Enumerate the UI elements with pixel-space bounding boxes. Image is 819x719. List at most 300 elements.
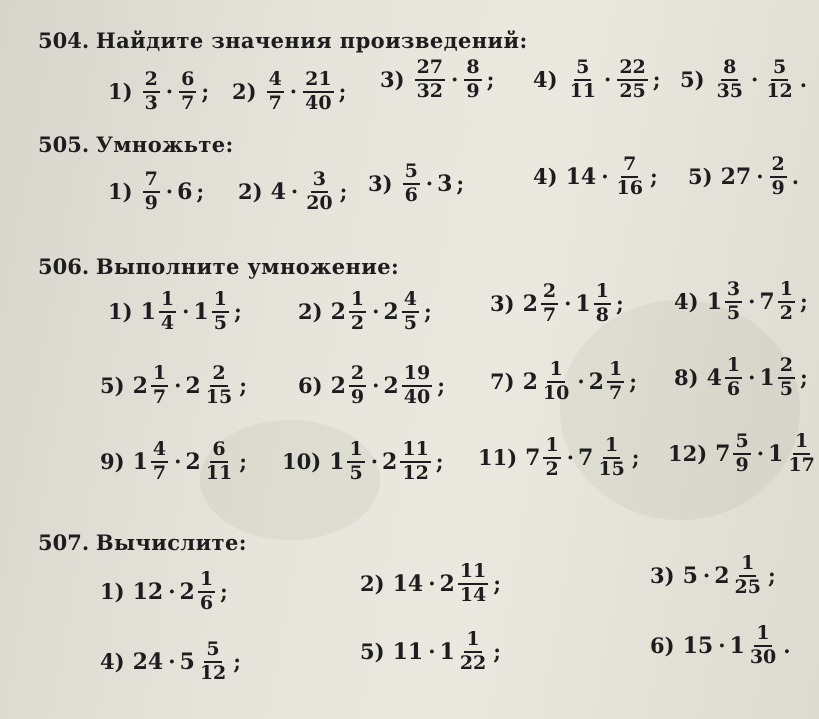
multiply-sign: · bbox=[702, 563, 711, 589]
item-label: 4) bbox=[674, 289, 699, 315]
punctuation: ; bbox=[629, 369, 637, 395]
exercise-item bbox=[100, 364, 247, 408]
fraction bbox=[464, 58, 481, 102]
punctuation: ; bbox=[456, 171, 465, 197]
fraction bbox=[347, 440, 364, 484]
numerator: 1 bbox=[793, 432, 810, 455]
exercise-item bbox=[668, 432, 819, 476]
fraction bbox=[402, 290, 419, 334]
denominator: 40 bbox=[403, 385, 431, 408]
exercise-item bbox=[533, 58, 661, 102]
fraction bbox=[778, 280, 795, 324]
item-label: 5) bbox=[100, 373, 125, 399]
fraction bbox=[733, 432, 750, 476]
numerator: 8 bbox=[464, 58, 481, 81]
whole-number: 4 bbox=[706, 364, 722, 391]
problem-title: Найдите значения произведений: bbox=[95, 28, 528, 53]
denominator: 12 bbox=[199, 661, 227, 684]
item-label: 11) bbox=[478, 445, 518, 471]
exercise-item bbox=[533, 155, 658, 199]
denominator: 7 bbox=[268, 91, 282, 114]
exercise-item bbox=[108, 70, 209, 114]
denominator: 32 bbox=[416, 79, 444, 102]
fraction bbox=[403, 162, 420, 206]
multiply-sign: · bbox=[564, 291, 572, 317]
multiply-sign: · bbox=[718, 633, 726, 659]
numerator: 1 bbox=[159, 290, 176, 313]
denominator: 12 bbox=[402, 461, 429, 484]
whole-number: 2 bbox=[185, 372, 201, 399]
numerator: 21 bbox=[303, 70, 333, 93]
denominator: 5 bbox=[213, 311, 227, 334]
punctuation: ; bbox=[233, 299, 242, 325]
item-label: 12) bbox=[668, 441, 708, 467]
denominator: 7 bbox=[608, 381, 623, 404]
multiply-sign: · bbox=[451, 67, 459, 93]
whole-number: 2 bbox=[522, 368, 538, 395]
punctuation: ; bbox=[493, 639, 502, 665]
numerator: 1 bbox=[151, 364, 168, 387]
item-label: 4) bbox=[100, 649, 125, 675]
item-label: 6) bbox=[650, 633, 675, 659]
denominator: 12 bbox=[766, 79, 793, 102]
whole-number: 3 bbox=[437, 170, 453, 197]
fraction bbox=[267, 70, 284, 114]
numerator: 6 bbox=[179, 70, 196, 93]
fraction bbox=[151, 364, 168, 408]
fraction bbox=[770, 155, 787, 199]
denominator: 2 bbox=[350, 311, 365, 334]
denominator: 7 bbox=[152, 385, 167, 408]
multiply-sign: · bbox=[165, 179, 174, 205]
multiply-sign: · bbox=[604, 67, 612, 93]
fraction bbox=[402, 364, 432, 408]
numerator: 1 bbox=[543, 436, 560, 459]
exercise-item bbox=[478, 436, 640, 480]
denominator: 40 bbox=[305, 91, 332, 114]
numerator: 11 bbox=[400, 440, 430, 463]
multiply-sign: · bbox=[577, 369, 585, 395]
exercise-item bbox=[490, 360, 637, 404]
whole-number: 1 bbox=[140, 298, 156, 325]
exercise-item bbox=[360, 562, 501, 606]
denominator: 10 bbox=[542, 381, 570, 404]
denominator: 15 bbox=[598, 457, 625, 480]
numerator: 4 bbox=[267, 70, 284, 93]
denominator: 7 bbox=[152, 461, 167, 484]
fraction bbox=[543, 436, 560, 480]
denominator: 14 bbox=[459, 583, 487, 606]
denominator: 15 bbox=[205, 385, 233, 408]
punctuation: ; bbox=[338, 79, 347, 105]
denominator: 9 bbox=[771, 176, 785, 199]
denominator: 20 bbox=[306, 191, 333, 214]
exercise-item bbox=[650, 554, 776, 598]
exercise-item bbox=[108, 170, 204, 214]
exercise-item bbox=[232, 70, 346, 114]
item-label: 2) bbox=[232, 79, 257, 105]
fraction bbox=[415, 58, 445, 102]
fraction bbox=[568, 58, 598, 102]
exercise-item bbox=[298, 290, 432, 334]
denominator: 9 bbox=[466, 79, 480, 102]
whole-number: 6 bbox=[177, 178, 193, 205]
whole-number: 2 bbox=[330, 372, 346, 399]
numerator: 1 bbox=[603, 436, 620, 459]
exercise-item bbox=[360, 630, 501, 674]
whole-number: 2 bbox=[383, 372, 399, 399]
fraction bbox=[143, 70, 160, 114]
fraction bbox=[541, 360, 571, 404]
whole-number: 27 bbox=[720, 163, 752, 190]
exercise-item bbox=[100, 570, 228, 614]
denominator: 9 bbox=[350, 385, 365, 408]
multiply-sign: · bbox=[289, 79, 298, 105]
fraction bbox=[198, 570, 215, 614]
problem-number: 506. bbox=[38, 254, 90, 279]
whole-number: 2 bbox=[522, 290, 538, 317]
numerator: 5 bbox=[403, 162, 420, 185]
whole-number: 1 bbox=[706, 288, 722, 315]
numerator: 1 bbox=[198, 570, 215, 593]
item-label: 3) bbox=[490, 291, 515, 317]
denominator: 6 bbox=[199, 591, 214, 614]
multiply-sign: · bbox=[428, 571, 436, 597]
punctuation: . bbox=[799, 67, 808, 93]
denominator: 25 bbox=[619, 79, 646, 102]
punctuation: ; bbox=[615, 291, 624, 317]
punctuation: . bbox=[783, 633, 791, 659]
numerator: 5 bbox=[771, 58, 788, 81]
punctuation: ; bbox=[201, 79, 210, 105]
punctuation: ; bbox=[652, 67, 661, 93]
paper-stain bbox=[560, 300, 800, 520]
fraction bbox=[541, 282, 558, 326]
problem-title: Выполните умножение: bbox=[95, 254, 400, 279]
whole-number: 1 bbox=[575, 290, 591, 317]
multiply-sign: · bbox=[756, 164, 764, 190]
denominator: 9 bbox=[735, 453, 749, 476]
item-label: 4) bbox=[533, 67, 558, 93]
problem-title: Вычислите: bbox=[95, 530, 247, 555]
whole-number: 2 bbox=[185, 448, 201, 475]
multiply-sign: · bbox=[165, 79, 174, 105]
denominator: 9 bbox=[144, 191, 158, 214]
item-label: 2) bbox=[238, 179, 263, 205]
denominator: 7 bbox=[542, 303, 557, 326]
punctuation: ; bbox=[437, 373, 445, 399]
multiply-sign: · bbox=[566, 445, 575, 471]
whole-number: 14 bbox=[565, 163, 597, 190]
item-label: 2) bbox=[298, 299, 323, 325]
fraction bbox=[715, 58, 745, 102]
punctuation: ; bbox=[493, 571, 502, 597]
numerator: 1 bbox=[607, 360, 624, 383]
item-label: 5) bbox=[360, 639, 385, 665]
numerator: 1 bbox=[464, 630, 481, 653]
denominator: 7 bbox=[181, 91, 195, 114]
exercise-item bbox=[380, 58, 494, 102]
whole-number: 2 bbox=[383, 298, 399, 325]
problem-number: 505. bbox=[38, 132, 90, 157]
denominator: 22 bbox=[459, 651, 487, 674]
punctuation: ; bbox=[435, 449, 444, 475]
multiply-sign: · bbox=[168, 579, 176, 605]
whole-number: 5 bbox=[682, 562, 698, 589]
denominator: 16 bbox=[616, 176, 643, 199]
numerator: 1 bbox=[754, 624, 771, 647]
numerator: 2 bbox=[210, 364, 227, 387]
item-label: 3) bbox=[368, 171, 393, 197]
problem-number: 504. bbox=[38, 28, 90, 53]
whole-number: 2 bbox=[382, 448, 398, 475]
fraction bbox=[725, 280, 742, 324]
numerator: 11 bbox=[458, 562, 488, 585]
numerator: 1 bbox=[212, 290, 229, 313]
exercise-item bbox=[490, 282, 624, 326]
whole-number: 24 bbox=[132, 648, 164, 675]
item-label: 1) bbox=[108, 179, 133, 205]
numerator: 2 bbox=[143, 70, 160, 93]
denominator: 35 bbox=[716, 79, 744, 102]
whole-number: 7 bbox=[759, 288, 775, 315]
item-label: 5) bbox=[680, 67, 705, 93]
numerator: 1 bbox=[778, 280, 795, 303]
fraction bbox=[204, 364, 234, 408]
multiply-sign: · bbox=[425, 171, 434, 197]
whole-number: 1 bbox=[439, 638, 455, 665]
whole-number: 1 bbox=[193, 298, 209, 325]
punctuation: ; bbox=[220, 579, 228, 605]
exercise-item bbox=[282, 440, 444, 484]
fraction bbox=[349, 364, 366, 408]
denominator: 3 bbox=[144, 91, 158, 114]
punctuation: ; bbox=[423, 299, 432, 325]
multiply-sign: · bbox=[370, 449, 379, 475]
numerator: 27 bbox=[415, 58, 445, 81]
punctuation: . bbox=[791, 164, 800, 190]
fraction bbox=[400, 440, 430, 484]
multiply-sign: · bbox=[372, 373, 380, 399]
fraction bbox=[204, 440, 234, 484]
numerator: 4 bbox=[151, 440, 168, 463]
numerator: 1 bbox=[349, 290, 366, 313]
problem-number: 507. bbox=[38, 530, 90, 555]
exercise-item bbox=[100, 640, 241, 684]
whole-number: 2 bbox=[179, 578, 195, 605]
numerator: 1 bbox=[594, 282, 611, 305]
whole-number: 15 bbox=[682, 632, 714, 659]
fraction bbox=[349, 290, 366, 334]
denominator: 30 bbox=[749, 645, 777, 668]
fraction bbox=[725, 356, 742, 400]
denominator: 2 bbox=[779, 301, 793, 324]
fraction bbox=[764, 58, 794, 102]
fraction bbox=[159, 290, 176, 334]
item-label: 7) bbox=[490, 369, 515, 395]
fraction bbox=[458, 562, 488, 606]
item-label: 6) bbox=[298, 373, 323, 399]
denominator: 11 bbox=[569, 79, 597, 102]
numerator: 5 bbox=[733, 432, 750, 455]
numerator: 2 bbox=[541, 282, 558, 305]
whole-number: 1 bbox=[759, 364, 775, 391]
fraction bbox=[594, 282, 611, 326]
denominator: 2 bbox=[545, 457, 559, 480]
whole-number: 1 bbox=[729, 632, 745, 659]
numerator: 2 bbox=[349, 364, 366, 387]
multiply-sign: · bbox=[168, 649, 176, 675]
exercise-item bbox=[298, 364, 445, 408]
multiply-sign: · bbox=[756, 441, 765, 467]
problem-507-heading bbox=[38, 530, 247, 555]
exercise-item bbox=[368, 162, 464, 206]
fraction bbox=[748, 624, 778, 668]
fraction bbox=[733, 554, 763, 598]
multiply-sign: · bbox=[428, 639, 436, 665]
denominator: 11 bbox=[205, 461, 233, 484]
punctuation: ; bbox=[239, 449, 247, 475]
denominator: 5 bbox=[779, 377, 793, 400]
fraction bbox=[617, 58, 647, 102]
punctuation: ; bbox=[767, 563, 776, 589]
item-label: 3) bbox=[380, 67, 405, 93]
multiply-sign: · bbox=[748, 289, 756, 315]
whole-number: 11 bbox=[392, 638, 424, 665]
whole-number: 2 bbox=[714, 562, 730, 589]
numerator: 1 bbox=[347, 440, 364, 463]
denominator: 5 bbox=[403, 311, 417, 334]
whole-number: 7 bbox=[525, 444, 541, 471]
whole-number: 7 bbox=[578, 444, 594, 471]
multiply-sign: · bbox=[174, 373, 182, 399]
numerator: 5 bbox=[574, 58, 591, 81]
exercise-item bbox=[688, 155, 799, 199]
punctuation: ; bbox=[799, 289, 808, 315]
fraction bbox=[607, 360, 624, 404]
item-label: 5) bbox=[688, 164, 713, 190]
whole-number: 2 bbox=[439, 570, 455, 597]
multiply-sign: · bbox=[748, 365, 756, 391]
punctuation: ; bbox=[196, 179, 205, 205]
whole-number: 12 bbox=[132, 578, 164, 605]
whole-number: 7 bbox=[715, 440, 731, 467]
item-label: 1) bbox=[108, 299, 133, 325]
multiply-sign: · bbox=[751, 67, 759, 93]
fraction bbox=[786, 432, 816, 476]
exercise-item bbox=[108, 290, 242, 334]
numerator: 2 bbox=[770, 155, 787, 178]
exercise-item bbox=[650, 624, 791, 668]
fraction bbox=[615, 155, 645, 199]
punctuation: ; bbox=[486, 67, 495, 93]
item-label: 9) bbox=[100, 449, 125, 475]
fraction bbox=[303, 70, 333, 114]
numerator: 1 bbox=[739, 554, 756, 577]
numerator: 1 bbox=[725, 356, 742, 379]
denominator: 4 bbox=[160, 311, 175, 334]
denominator: 17 bbox=[788, 453, 815, 476]
denominator: 25 bbox=[734, 575, 761, 598]
numerator: 6 bbox=[210, 440, 227, 463]
fraction bbox=[212, 290, 229, 334]
item-label: 1) bbox=[108, 79, 133, 105]
whole-number: 1 bbox=[132, 448, 148, 475]
fraction bbox=[304, 170, 334, 214]
problem-505-heading bbox=[38, 132, 234, 157]
whole-number: 2 bbox=[132, 372, 148, 399]
numerator: 5 bbox=[204, 640, 221, 663]
whole-number: 4 bbox=[270, 178, 286, 205]
item-label: 8) bbox=[674, 365, 699, 391]
fraction bbox=[143, 170, 160, 214]
numerator: 7 bbox=[621, 155, 638, 178]
multiply-sign: · bbox=[601, 164, 609, 190]
numerator: 7 bbox=[143, 170, 160, 193]
denominator: 5 bbox=[726, 301, 741, 324]
whole-number: 1 bbox=[768, 440, 784, 467]
exercise-item bbox=[100, 440, 247, 484]
fraction bbox=[778, 356, 795, 400]
problem-506-heading bbox=[38, 254, 399, 279]
item-label: 3) bbox=[650, 563, 675, 589]
whole-number: 2 bbox=[588, 368, 604, 395]
denominator: 5 bbox=[349, 461, 363, 484]
numerator: 4 bbox=[402, 290, 419, 313]
numerator: 22 bbox=[617, 58, 647, 81]
whole-number: 5 bbox=[179, 648, 195, 675]
numerator: 2 bbox=[778, 356, 795, 379]
multiply-sign: · bbox=[290, 179, 299, 205]
whole-number: 14 bbox=[392, 570, 424, 597]
punctuation: ; bbox=[799, 365, 808, 391]
fraction bbox=[458, 630, 488, 674]
exercise-item bbox=[674, 280, 808, 324]
fraction bbox=[198, 640, 228, 684]
numerator: 8 bbox=[721, 58, 738, 81]
punctuation: ; bbox=[649, 164, 658, 190]
item-label: 2) bbox=[360, 571, 385, 597]
exercise-item bbox=[680, 58, 807, 102]
item-label: 1) bbox=[100, 579, 125, 605]
denominator: 8 bbox=[595, 303, 609, 326]
multiply-sign: · bbox=[372, 299, 380, 325]
multiply-sign: · bbox=[182, 299, 190, 325]
exercise-item bbox=[238, 170, 347, 214]
exercise-item bbox=[674, 356, 808, 400]
item-label: 4) bbox=[533, 164, 558, 190]
numerator: 3 bbox=[311, 170, 328, 193]
punctuation: ; bbox=[631, 445, 640, 471]
denominator: 6 bbox=[726, 377, 741, 400]
fraction bbox=[179, 70, 196, 114]
punctuation: ; bbox=[339, 179, 348, 205]
numerator: 19 bbox=[402, 364, 432, 387]
multiply-sign: · bbox=[174, 449, 182, 475]
fraction bbox=[151, 440, 168, 484]
whole-number: 1 bbox=[329, 448, 345, 475]
item-label: 10) bbox=[282, 449, 322, 475]
punctuation: ; bbox=[239, 373, 247, 399]
whole-number: 2 bbox=[330, 298, 346, 325]
numerator: 3 bbox=[725, 280, 742, 303]
numerator: 1 bbox=[547, 360, 564, 383]
denominator: 6 bbox=[404, 183, 418, 206]
problem-title: Умножьте: bbox=[95, 132, 234, 157]
problem-504-heading bbox=[38, 28, 528, 53]
punctuation: ; bbox=[233, 649, 242, 675]
fraction bbox=[596, 436, 626, 480]
